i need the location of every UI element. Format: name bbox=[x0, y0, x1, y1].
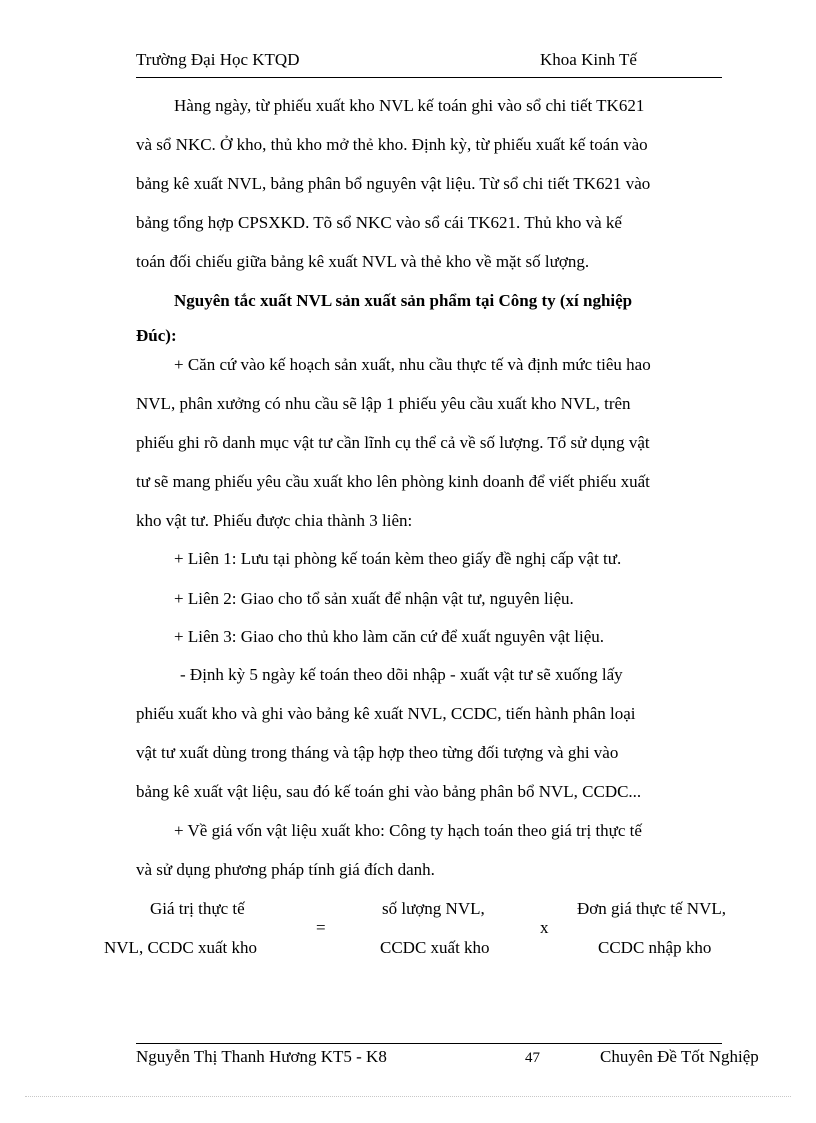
list-item: + Liên 1: Lưu tại phòng kế toán kèm theo giấy đề nghị cấp vật tư. bbox=[174, 549, 622, 568]
paragraph-line: bảng tổng hợp CPSXKD. Tõ sổ NKC vào sổ cái TK621. Thủ kho và kế bbox=[136, 213, 622, 232]
formula-mid-line1: số lượng NVL, bbox=[382, 899, 485, 918]
list-item: + Liên 3: Giao cho thủ kho làm căn cứ để xuất nguyên vật liệu. bbox=[174, 627, 604, 646]
paragraph-line: bảng kê xuất vật liệu, sau đó kế toán ghi vào bảng phân bổ NVL, CCDC... bbox=[136, 782, 642, 801]
formula-equals: = bbox=[316, 918, 326, 937]
section-heading: Đúc): bbox=[136, 326, 177, 345]
paragraph-line: phiếu ghi rõ danh mục vật tư cần lĩnh cụ thể cả về số lượng. Tổ sử dụng vật bbox=[136, 433, 650, 452]
header-school: Trường Đại Học KTQD bbox=[136, 50, 300, 69]
list-item: + Liên 2: Giao cho tổ sản xuất để nhận vật tư, nguyên liệu. bbox=[174, 589, 574, 608]
paragraph-line: Hàng ngày, từ phiếu xuất kho NVL kế toán ghi vào sổ chi tiết TK621 bbox=[174, 96, 645, 115]
formula-lhs-line2: NVL, CCDC xuất kho bbox=[104, 938, 257, 957]
section-heading: Nguyên tắc xuất NVL sản xuất sản phẩm tại Công ty (xí nghiệp bbox=[174, 291, 633, 310]
page-number: 47 bbox=[525, 1050, 540, 1066]
header-faculty: Khoa Kinh Tế bbox=[540, 50, 637, 69]
paragraph-line: + Căn cứ vào kế hoạch sản xuất, nhu cầu thực tế và định mức tiêu hao bbox=[174, 355, 651, 374]
formula-rhs-line1: Đơn giá thực tế NVL, bbox=[577, 899, 726, 918]
paragraph-line: toán đối chiếu giữa bảng kê xuất NVL và thẻ kho về mặt số lượng. bbox=[136, 252, 590, 271]
paragraph-line: và sử dụng phương pháp tính giá đích danh. bbox=[136, 860, 435, 879]
page-bottom-dotted-line bbox=[25, 1096, 791, 1097]
footer-divider bbox=[136, 1043, 722, 1044]
paragraph-line: NVL, phân xưởng có nhu cầu sẽ lập 1 phiếu yêu cầu xuất kho NVL, trên bbox=[136, 394, 631, 413]
footer-author: Nguyễn Thị Thanh Hương KT5 - K8 bbox=[136, 1047, 387, 1066]
paragraph-line: và sổ NKC. Ở kho, thủ kho mở thẻ kho. Định kỳ, từ phiếu xuất kế toán vào bbox=[136, 135, 648, 154]
header-divider bbox=[136, 77, 722, 78]
paragraph-line: tư sẽ mang phiếu yêu cầu xuất kho lên phòng kinh doanh để viết phiếu xuất bbox=[136, 472, 650, 491]
paragraph-line: bảng kê xuất NVL, bảng phân bổ nguyên vật liệu. Từ sổ chi tiết TK621 vào bbox=[136, 174, 651, 193]
formula-rhs-line2: CCDC nhập kho bbox=[598, 938, 712, 957]
paragraph-line: kho vật tư. Phiếu được chia thành 3 liên: bbox=[136, 511, 413, 530]
formula-mid-line2: CCDC xuất kho bbox=[380, 938, 490, 957]
paragraph-line: phiếu xuất kho và ghi vào bảng kê xuất NVL, CCDC, tiến hành phân loại bbox=[136, 704, 636, 723]
footer-title: Chuyên Đề Tốt Nghiệp bbox=[600, 1047, 759, 1066]
paragraph-line: + Về giá vốn vật liệu xuất kho: Công ty hạch toán theo giá trị thực tế bbox=[174, 821, 642, 840]
formula-times: x bbox=[540, 918, 549, 937]
paragraph-line: - Định kỳ 5 ngày kế toán theo dõi nhập - xuất vật tư sẽ xuống lấy bbox=[180, 665, 623, 684]
paragraph-line: vật tư xuất dùng trong tháng và tập hợp theo từng đối tượng và ghi vào bbox=[136, 743, 619, 762]
formula-lhs-line1: Giá trị thực tế bbox=[150, 899, 245, 918]
